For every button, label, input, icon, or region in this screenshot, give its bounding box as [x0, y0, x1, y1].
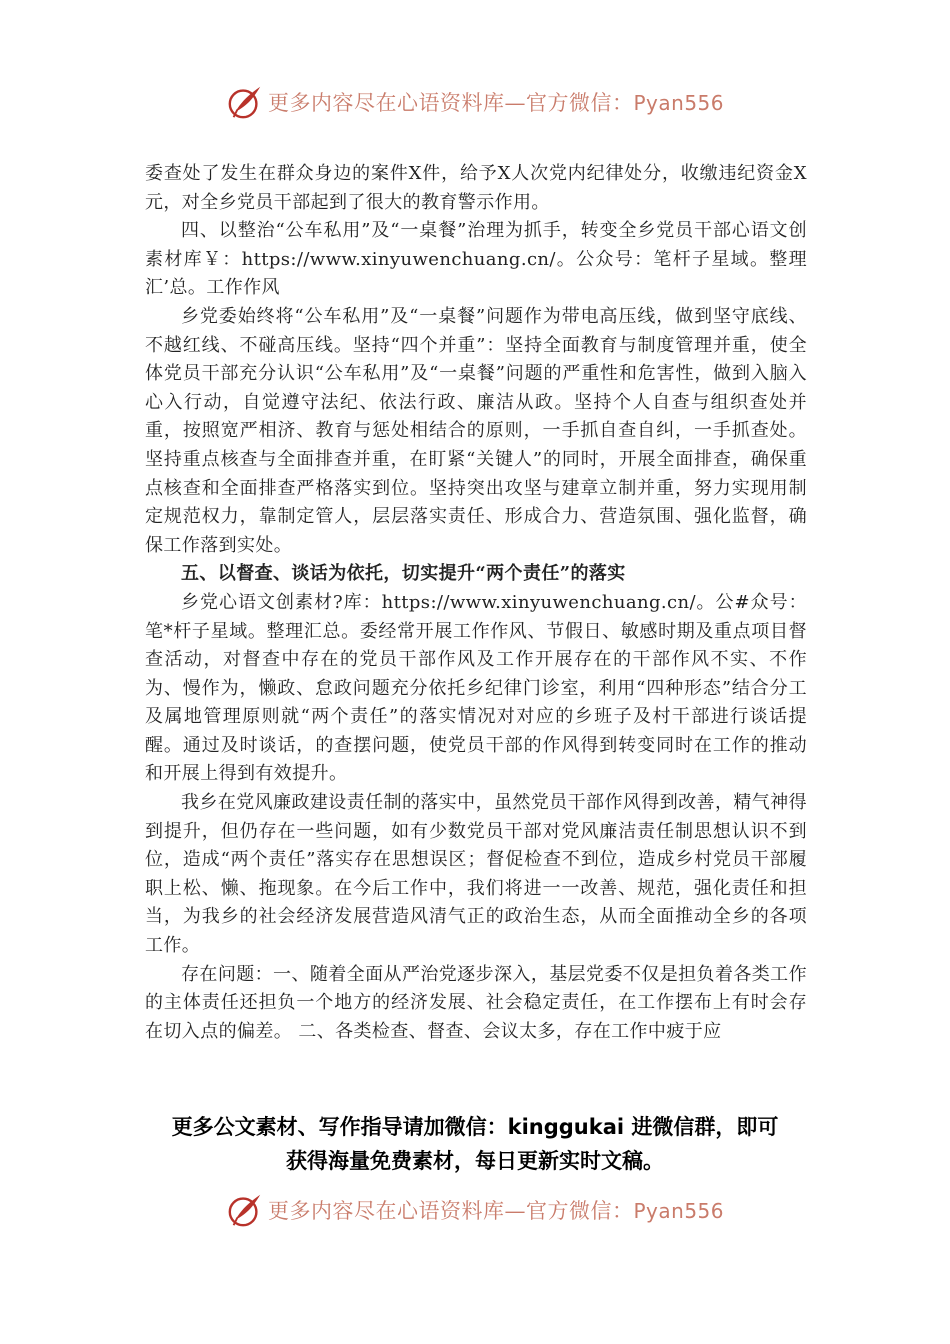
banner-text: 更多内容尽在心语资料库—官方微信：Pyan556 — [267, 91, 724, 115]
quill-logo-icon — [226, 83, 264, 121]
section-five-heading: 五、以督查、谈话为依托，切实提升“两个责任”的落实 — [181, 563, 626, 585]
banner-wechat-id: Pyan556 — [633, 91, 724, 115]
paragraph-problems: 存在问题：一、随着全面从严治党逐步深入，基层党委不仅是担负着各类工作的主体责任还担负一个地方的经济发展、社会稳定责任，在工作摆布上有时会存在切入点的偏差。 二、各类检查、督查、会议太多，存在工作中疲于应 — [145, 963, 807, 1042]
footer-promo-note — [120, 1110, 830, 1178]
header-banner — [0, 82, 950, 122]
paragraph-section-four: 乡党委始终将“公车私用”及“一桌餐”问题作为带电高压线，做到坚守底线、不越红线、不碰高压线。坚持“四个并重”：坚持全面教育与制度管理并重，使全体党员干部充分认识“公车私用”及“一桌餐”问题的严重性和危害性，做到入脑入心入行动，自觉遵守法纪、依法行政、廉洁从政。坚持个人自查与组织查处并重，按照宽严相济、教育与惩处相结合的原则，一手抓自查自纠，一手抓查处。坚持重点核查与全面排查并重，在盯紧“关键人”的同时，开展全面排查，确保重点核查和全面排查严格落实到位。坚持突出攻坚与建章立制并重，努力实现用制定规范权力，靠制定管人，层层落实责任、形成合力、营造氛围、强化监督，确保工作落到实处。 — [145, 305, 807, 556]
quill-logo-icon — [226, 1191, 264, 1229]
paragraph-continued: 委查处了发生在群众身边的案件X件，给予X人次党内纪律处分，收缴违纪资金X元，对全乡党员干部起到了很大的教育警示作用。 — [145, 163, 807, 213]
footer-note-line-1: 更多公文素材、写作指导请加微信：kinggukai 进微信群，即可 — [171, 1115, 779, 1139]
document-body — [145, 160, 807, 1046]
banner-text: 更多内容尽在心语资料库—官方微信：Pyan556 — [267, 1199, 724, 1223]
footer-note-line-2: 获得海量免费素材，每日更新实时文稿。 — [286, 1149, 664, 1173]
section-four-heading: 四、以整治“公车私用”及“一桌餐”治理为抓手，转变全乡党员干部心语文创素材库￥：https://www.xinyuwenchuang.cn/。公众号：笔杆子星域。整理汇’总。工作作风 — [145, 220, 807, 299]
paragraph-section-five: 乡党心语文创素材?库：https://www.xinyuwenchuang.cn/。公#众号：笔*杆子星域。整理汇总。委经常开展工作作风、节假日、敏感时期及重点项目督查活动，对督查中存在的党员干部作风及工作开展存在的干部作风不实、不作为、慢作为，懒政、怠政问题充分依托乡纪律门诊室，利用“四种形态”结合分工及属地管理原则就“两个责任”的落实情况对对应的乡班子及村干部进行谈话提醒。通过及时谈话，的查摆问题，使党员干部的作风得到转变同时在工作的推动和开展上得到有效提升。 — [145, 591, 807, 785]
footer-banner — [0, 1190, 950, 1230]
paragraph-summary: 我乡在党风廉政建设责任制的落实中，虽然党员干部作风得到改善，精气神得到提升，但仍存在一些问题，如有少数党员干部对党风廉洁责任制思想认识不到位，造成“两个责任”落实存在思想误区；督促检查不到位，造成乡村党员干部履职上松、懒、拖现象。在今后工作中，我们将进一一改善、规范，强化责任和担当，为我乡的社会经济发展营造风清气正的政治生态，从而全面推动全乡的各项工作。 — [145, 792, 807, 957]
banner-wechat-id: Pyan556 — [633, 1199, 724, 1223]
